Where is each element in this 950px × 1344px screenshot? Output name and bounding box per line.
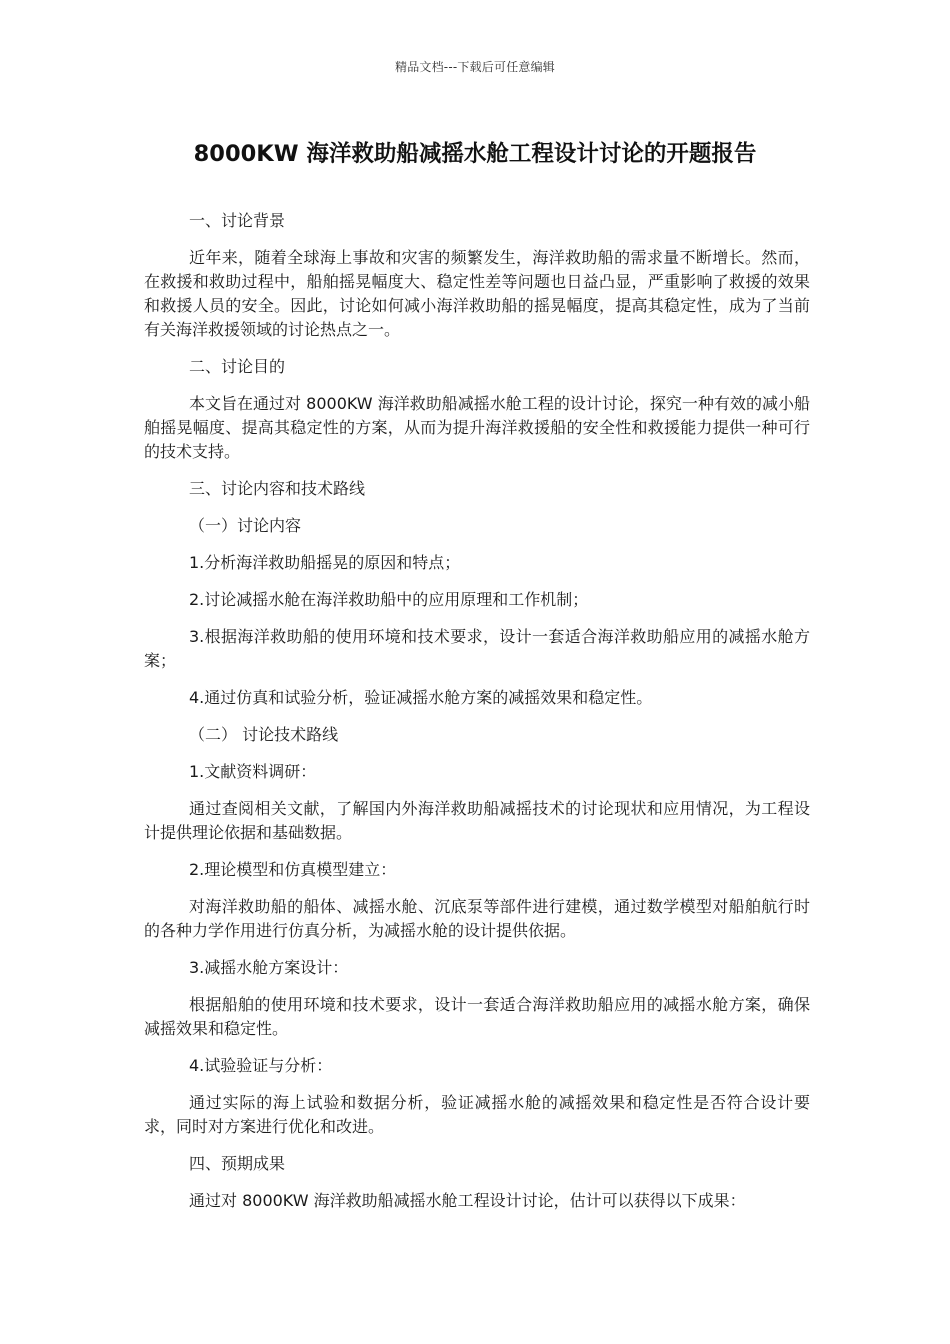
route-step-3-heading: 3.减摇水舱方案设计： — [189, 958, 349, 977]
section-heading-expected-results: 四、预期成果 — [189, 1154, 286, 1173]
route-step-3-text: 根据船舶的使用环境和技术要求，设计一套适合海洋救助船应用的减摇水舱方案，确保减摇效果和稳定性。 — [144, 995, 810, 1038]
route-step-2-text: 对海洋救助船的船体、减摇水舱、沉底泵等部件进行建模，通过数学模型对船舶航行时的各种力学作用进行仿真分析，为减摇水舱的设计提供依据。 — [144, 897, 810, 940]
list-item-content-3: 3.根据海洋救助船的使用环境和技术要求，设计一套适合海洋救助船应用的减摇水舱方案； — [144, 627, 810, 670]
list-item-content-4: 4.通过仿真和试验分析，验证减摇水舱方案的减摇效果和稳定性。 — [189, 688, 653, 707]
route-step-2-heading: 2.理论模型和仿真模型建立： — [189, 860, 397, 879]
section-heading-purpose: 二、讨论目的 — [189, 357, 286, 376]
subsection-heading-content: （一）讨论内容 — [189, 516, 302, 535]
section-heading-content-route: 三、讨论内容和技术路线 — [189, 479, 366, 498]
section-heading-background: 一、讨论背景 — [189, 211, 286, 230]
paragraph-background: 近年来，随着全球海上事故和灾害的频繁发生，海洋救助船的需求量不断增长。然而，在救援和救助过程中，船舶摇晃幅度大、稳定性差等问题也日益凸显，严重影响了救援的效果和救援人员的安全。因此，讨论如何减小海洋救助船的摇晃幅度，提高其稳定性，成为了当前有关海洋救援领域的讨论热点之一。 — [144, 248, 810, 339]
document-title: 8000KW 海洋救助船减摇水舱工程设计讨论的开题报告 — [193, 141, 757, 167]
paragraph-purpose: 本文旨在通过对 8000KW 海洋救助船减摇水舱工程的设计讨论，探究一种有效的减小船舶摇晃幅度、提高其稳定性的方案，从而为提升海洋救援船的安全性和救援能力提供一种可行的技术支持。 — [144, 394, 810, 461]
subsection-heading-route: （二） 讨论技术路线 — [189, 725, 339, 744]
route-step-1-heading: 1.文献资料调研： — [189, 762, 317, 781]
header-note: 精品文档---下载后可任意编辑 — [395, 60, 555, 74]
document-body — [144, 209, 810, 1226]
list-item-content-1: 1.分析海洋救助船摇晃的原因和特点； — [189, 553, 461, 572]
list-item-content-2: 2.讨论减摇水舱在海洋救助船中的应用原理和工作机制； — [189, 590, 589, 609]
route-step-1-text: 通过查阅相关文献，了解国内外海洋救助船减摇技术的讨论现状和应用情况，为工程设计提供理论依据和基础数据。 — [144, 799, 810, 842]
route-step-4-heading: 4.试验验证与分析： — [189, 1056, 333, 1075]
route-step-4-text: 通过实际的海上试验和数据分析，验证减摇水舱的减摇效果和稳定性是否符合设计要求，同时对方案进行优化和改进。 — [144, 1093, 810, 1136]
paragraph-expected-results: 通过对 8000KW 海洋救助船减摇水舱工程设计讨论，估计可以获得以下成果： — [189, 1191, 746, 1210]
